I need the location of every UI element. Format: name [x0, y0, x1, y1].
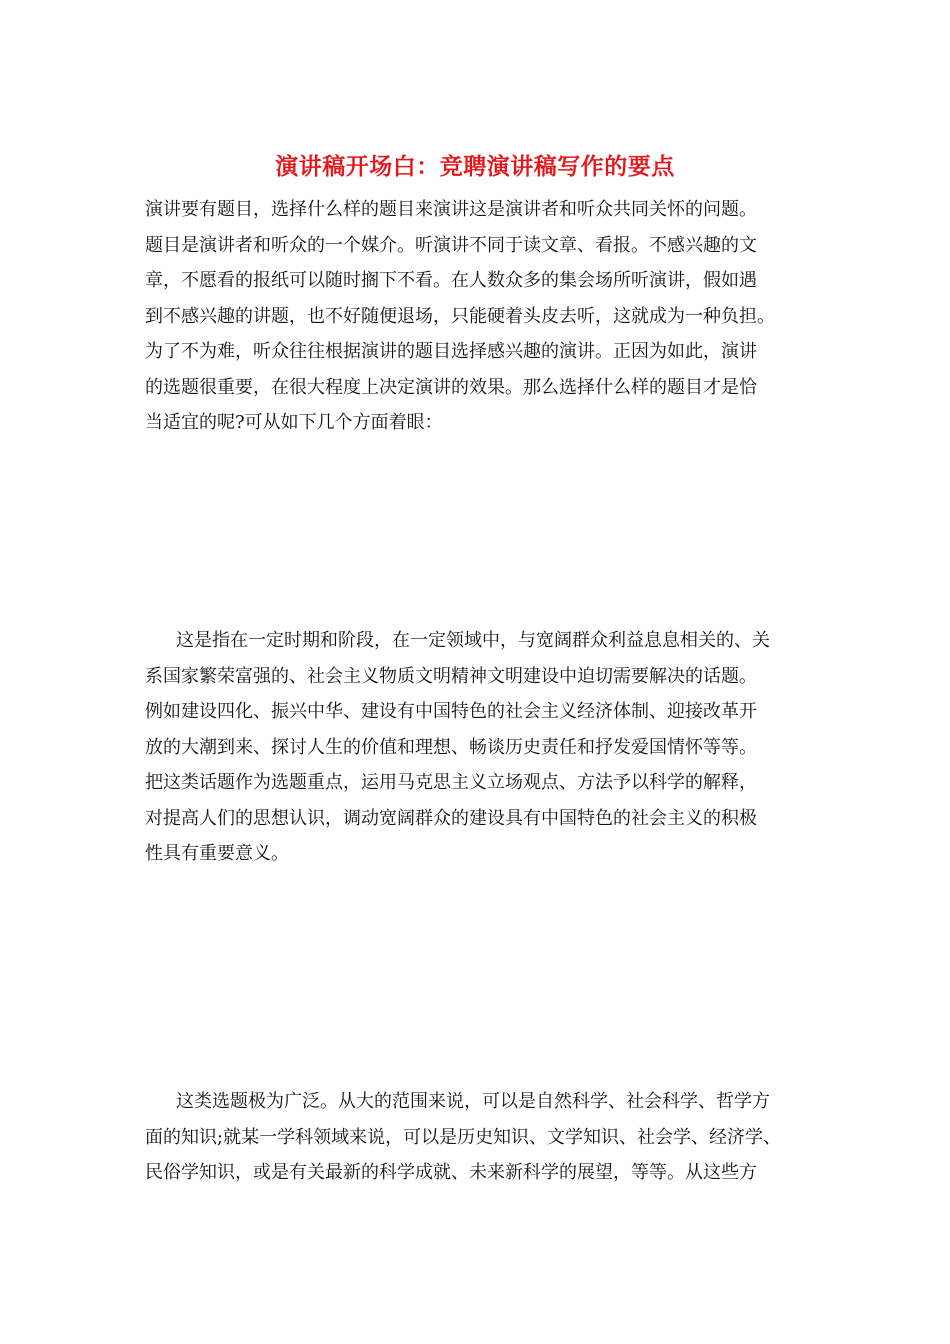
- paragraph-line: 系国家繁荣富强的、社会主义物质文明精神文明建设中迫切需要解决的话题。: [145, 665, 757, 687]
- paragraph-line: 民俗学知识，或是有关最新的科学成就、未来新科学的展望，等等。从这些方: [145, 1162, 757, 1183]
- paragraph-line: 这类选题极为广泛。从大的范围来说，可以是自然科学、社会科学、哲学方: [176, 1091, 770, 1112]
- paragraph-line: 面的知识;就某一学科领域来说，可以是历史知识、文学知识、社会学、经济学、: [145, 1126, 782, 1148]
- paragraph-line: 这是指在一定时期和阶段，在一定领域中，与宽阔群众利益息息相关的、关: [176, 630, 770, 651]
- paragraph-line: 到不感兴趣的讲题，也不好随便退场，只能硬着头皮去听，这就成为一种负担。: [145, 305, 775, 327]
- paragraph-line: 题目是演讲者和听众的一个媒介。听演讲不同于读文章、看报。不感兴趣的文: [145, 234, 757, 256]
- document-title: 演讲稿开场白：竞聘演讲稿写作的要点: [275, 154, 675, 180]
- paragraph-line: 当适宜的呢?可从如下几个方面着眼：: [145, 412, 443, 433]
- paragraph-line: 为了不为难，听众往往根据演讲的题目选择感兴趣的演讲。正因为如此，演讲: [145, 341, 757, 362]
- paragraph-line: 章，不愿看的报纸可以随时搁下不看。在人数众多的集会场所听演讲，假如遇: [145, 270, 757, 291]
- paragraph-knowledge-topics: [145, 1084, 820, 1191]
- paragraph-line: 例如建设四化、振兴中华、建设有中国特色的社会主义经济体制、迎接改革开: [145, 701, 757, 722]
- paragraph-line: 对提高人们的思想认识，调动宽阔群众的建设具有中国特色的社会主义的积极: [145, 807, 757, 829]
- paragraph-line: 的选题很重要，在很大程度上决定演讲的效果。那么选择什么样的题目才是恰: [145, 376, 757, 398]
- paragraph-topics-of-concern: [145, 623, 820, 872]
- paragraph-intro: [145, 192, 820, 441]
- paragraph-line: 放的大潮到来、探讨人生的价值和理想、畅谈历史责任和抒发爱国情怀等等。: [145, 736, 757, 758]
- paragraph-line: 把这类话题作为选题重点，运用马克思主义立场观点、方法予以科学的解释，: [145, 772, 757, 793]
- paragraph-line: 演讲要有题目，选择什么样的题目来演讲这是演讲者和听众共同关怀的问题。: [145, 199, 757, 220]
- paragraph-line: 性具有重要意义。: [145, 843, 289, 864]
